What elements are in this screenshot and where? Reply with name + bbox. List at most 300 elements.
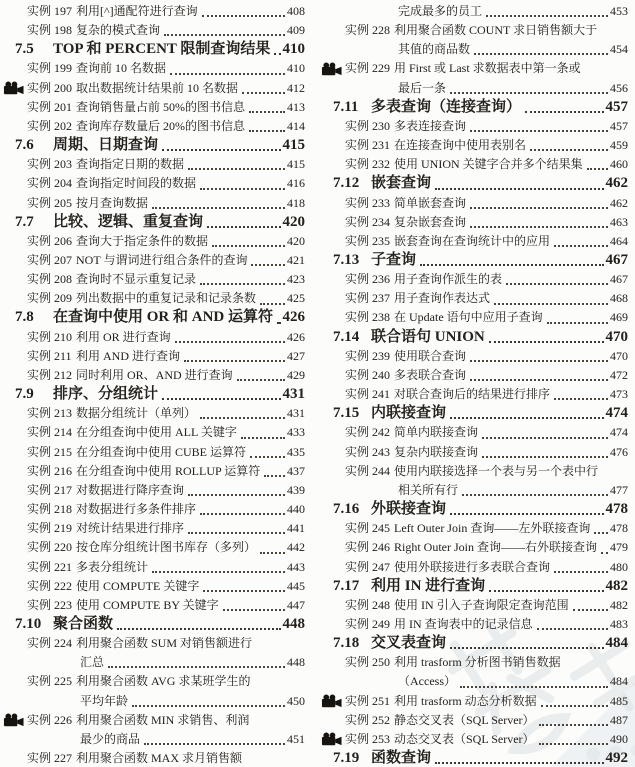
example-label: 实例 203	[27, 157, 73, 172]
entry-title: 简单嵌套查询	[394, 195, 467, 210]
dot-leader	[587, 168, 608, 170]
toc-example-row	[318, 711, 628, 730]
entry-title: 在 Update 语句中应用子查询	[394, 310, 543, 325]
page-number: 427	[287, 348, 305, 363]
dot-leader	[207, 226, 280, 228]
dot-leader	[462, 494, 608, 496]
entry-title-continued: 最少的商品	[80, 731, 141, 746]
toc-example-row	[0, 98, 305, 117]
toc-example-row	[0, 117, 305, 136]
example-label: 实例 216	[27, 463, 73, 478]
entry-title: 对数据进行降序查询	[76, 482, 185, 497]
example-label: 实例 224	[27, 636, 73, 651]
dot-leader	[506, 283, 608, 285]
toc-example-row	[318, 309, 628, 328]
page-number: 459	[610, 138, 628, 153]
entry-title: 利用 AND 进行查询	[76, 348, 180, 363]
section-title: 周期、日期查询	[53, 137, 159, 154]
entry-title-continued: 完成最多的员工	[398, 3, 483, 18]
entry-title: 使用内联接选择一个表与另一个表中行	[394, 463, 599, 478]
page-number: 478	[610, 521, 628, 536]
section-title: 子查询	[371, 252, 417, 269]
toc-wrap-row	[0, 653, 305, 672]
page-number: 410	[287, 61, 305, 76]
page-number: 469	[610, 310, 628, 325]
toc-example-row	[318, 730, 628, 749]
toc-section-row	[0, 40, 305, 59]
example-label: 实例 242	[345, 425, 391, 440]
entry-title: 对统计结果进行排序	[76, 521, 185, 536]
page-number: 474	[610, 425, 628, 440]
entry-title: 查询前 10 名数据	[76, 61, 167, 76]
page-number: 453	[610, 3, 628, 18]
toc-example-row	[318, 692, 628, 711]
toc-example-row	[0, 749, 305, 767]
page-number: 467	[610, 272, 628, 287]
entry-title: 用 First 或 Last 求数据表中第一条或	[394, 61, 581, 76]
example-label: 实例 213	[27, 406, 73, 421]
entry-title: 利用聚合函数 AVG 求某班学生的	[76, 674, 251, 689]
dot-leader	[594, 532, 608, 534]
section-number: 7.11	[333, 98, 359, 115]
entry-title: 查询指定时间段的数据	[76, 176, 197, 191]
entry-title: NOT 与谓词进行组合条件的查询	[76, 253, 248, 268]
dot-leader	[277, 322, 281, 324]
page-number: 460	[610, 157, 628, 172]
entry-title: 在分组查询中使用 ALL 关键字	[76, 425, 237, 440]
toc-example-row	[318, 270, 628, 289]
example-label: 实例 234	[345, 214, 391, 229]
page-number: 473	[610, 387, 628, 402]
dot-leader	[525, 111, 603, 113]
dot-leader	[237, 379, 285, 381]
dot-leader	[188, 532, 285, 534]
section-number: 7.14	[333, 328, 360, 345]
page-number: 483	[610, 616, 628, 631]
section-title: 多表查询（连接查询）	[371, 98, 522, 115]
dot-leader	[530, 149, 608, 151]
example-label: 实例 202	[27, 118, 73, 133]
example-label: 实例 230	[345, 118, 391, 133]
toc-example-row	[0, 2, 305, 21]
page-number: 472	[610, 367, 628, 382]
dot-leader	[242, 92, 285, 94]
toc-example-row	[318, 21, 628, 40]
section-number: 7.15	[333, 405, 360, 422]
entry-title: 用子查询作派生的表	[394, 272, 503, 287]
entry-title: 使用联合查询	[394, 348, 467, 363]
entry-title: 查询大于指定条件的数据	[76, 233, 209, 248]
dot-leader	[450, 92, 608, 94]
example-label: 实例 207	[27, 253, 73, 268]
entry-title: 使用 COMPUTE 关键字	[76, 578, 200, 593]
toc-example-row	[318, 462, 628, 481]
page-number: 457	[605, 98, 628, 115]
example-label: 实例 200	[27, 80, 73, 95]
entry-title: 查询指定日期的数据	[76, 157, 185, 172]
section-title: 内联接查询	[371, 405, 447, 422]
entry-title: 多表连接查询	[394, 118, 467, 133]
dot-leader	[250, 456, 285, 458]
example-label: 实例 225	[27, 674, 73, 689]
page-number: 456	[610, 80, 628, 95]
section-title: 聚合函数	[53, 615, 114, 632]
toc-section-row	[0, 385, 305, 404]
page-number: 454	[610, 42, 628, 57]
toc-example-row	[318, 615, 628, 634]
toc-example-row	[318, 232, 628, 251]
page-number: 470	[605, 328, 628, 345]
page-number: 415	[282, 137, 305, 154]
toc-example-row	[318, 443, 628, 462]
toc-example-row	[318, 423, 628, 442]
dot-leader	[482, 456, 608, 458]
entry-title-continued: 平均年龄	[80, 693, 129, 708]
dot-leader	[470, 207, 608, 209]
dot-leader	[251, 264, 285, 266]
page-number: 426	[282, 309, 305, 326]
toc-example-row	[0, 155, 305, 174]
entry-title: 取出数据统计结果前 10 名数据	[76, 80, 239, 95]
page-number: 450	[287, 693, 305, 708]
dot-leader	[482, 437, 608, 439]
entry-title: 同时利用 OR、AND 进行查询	[76, 367, 233, 382]
dot-leader	[274, 53, 280, 55]
entry-title: 在分组查询中使用 ROLLUP 运算符	[76, 463, 261, 478]
toc-section-row	[318, 98, 628, 117]
page-number: 463	[610, 214, 628, 229]
entry-title-continued: 汇总	[80, 655, 105, 670]
dot-leader	[249, 130, 285, 132]
entry-title: 多表联合查询	[394, 367, 467, 382]
entry-title: 按月查询数据	[76, 195, 149, 210]
toc-example-row	[0, 194, 305, 213]
example-label: 实例 227	[27, 751, 73, 766]
page-number: 492	[605, 750, 628, 767]
page-number: 435	[287, 444, 305, 459]
toc-example-row	[0, 270, 305, 289]
toc-example-row	[318, 117, 628, 136]
toc-example-row	[318, 347, 628, 366]
entry-title-continued: 最后一条	[398, 80, 447, 95]
dot-leader	[241, 437, 285, 439]
dot-leader	[554, 571, 608, 573]
page-number: 467	[605, 252, 628, 269]
page-number: 421	[287, 253, 305, 268]
page-number: 410	[282, 41, 305, 58]
example-label: 实例 239	[345, 348, 391, 363]
entry-title: 复杂内联接查询	[394, 444, 479, 459]
toc-wrap-row	[318, 672, 628, 691]
dot-leader	[152, 571, 285, 573]
page-number: 426	[287, 329, 305, 344]
dot-leader	[450, 647, 603, 649]
entry-title: 利用聚合函数 COUNT 求日销售额大于	[394, 23, 598, 38]
video-camera-icon	[321, 62, 342, 76]
example-label: 实例 212	[27, 367, 73, 382]
page-number: 448	[282, 615, 305, 632]
example-label: 实例 219	[27, 521, 73, 536]
page-number: 441	[287, 521, 305, 536]
dot-leader	[264, 475, 285, 477]
toc-section-row	[318, 634, 628, 653]
dot-leader	[554, 398, 608, 400]
dot-leader	[260, 552, 285, 554]
dot-leader	[539, 724, 608, 726]
page-number: 477	[610, 482, 628, 497]
section-title: 联合语句 UNION	[371, 328, 485, 345]
section-title: 外联接查询	[371, 501, 447, 518]
page-number: 443	[287, 559, 305, 574]
entry-title: 静态交叉表（SQL Server）	[394, 712, 535, 727]
page-number: 484	[605, 635, 628, 652]
dot-leader	[420, 264, 603, 266]
toc-example-row	[0, 289, 305, 308]
example-label: 实例 223	[27, 597, 73, 612]
example-label: 实例 253	[345, 731, 391, 746]
page-number: 414	[287, 118, 305, 133]
page-number: 482	[605, 577, 628, 594]
toc-section-row	[318, 174, 628, 193]
entry-title: 利用聚合函数 MAX 求月销售额	[76, 751, 243, 766]
toc-section-row	[0, 136, 305, 155]
toc-section-row	[0, 615, 305, 634]
entry-title: 利用聚合函数 MIN 求销售、利润	[76, 712, 250, 727]
toc-wrap-row	[318, 40, 628, 59]
example-label: 实例 237	[345, 291, 391, 306]
dot-leader	[601, 552, 608, 554]
toc-example-row	[0, 59, 305, 78]
example-label: 实例 217	[27, 482, 73, 497]
toc-example-row	[0, 79, 305, 98]
page-number: 442	[287, 540, 305, 555]
toc-example-row	[0, 251, 305, 270]
page-number: 479	[610, 540, 628, 555]
dot-leader	[212, 245, 285, 247]
video-camera-icon	[321, 694, 342, 708]
page-number: 429	[287, 367, 305, 382]
dot-leader	[489, 341, 604, 343]
entry-title: 查询时不显示重复记录	[76, 272, 197, 287]
page-number: 468	[610, 291, 628, 306]
toc-example-row	[0, 596, 305, 615]
entry-title: 使用 UNION 关键字合并多个结果集	[394, 157, 583, 172]
toc-example-row	[0, 711, 305, 730]
dot-leader	[474, 53, 608, 55]
entry-title-continued: 其值的商品数	[398, 42, 471, 57]
toc-wrap-row	[318, 481, 628, 500]
page-number: 457	[610, 118, 628, 133]
entry-title: 用子查询作表达式	[394, 291, 491, 306]
example-label: 实例 201	[27, 99, 73, 114]
entry-title: Right Outer Join 查询——右外联接查询	[394, 540, 597, 555]
page-number: 462	[610, 195, 628, 210]
entry-title: 简单内联接查询	[394, 425, 479, 440]
toc-example-row	[318, 289, 628, 308]
example-label: 实例 231	[345, 138, 391, 153]
entry-title: 利用 trasform 动态分析数据	[394, 693, 537, 708]
section-number: 7.6	[15, 137, 34, 154]
entry-title: 复杂的模式查询	[76, 23, 161, 38]
example-label: 实例 211	[27, 348, 72, 363]
toc-wrap-row	[0, 692, 305, 711]
example-label: 实例 208	[27, 272, 73, 287]
entry-title: 在分组查询中使用 CUBE 运算符	[76, 444, 247, 459]
example-label: 实例 210	[27, 329, 73, 344]
toc-section-row	[318, 251, 628, 270]
example-label: 实例 226	[27, 712, 73, 727]
entry-title: 在连接查询中使用表别名	[394, 138, 527, 153]
section-title: 交叉表查询	[371, 635, 447, 652]
dot-leader	[144, 743, 285, 745]
example-label: 实例 248	[345, 597, 391, 612]
toc-example-row	[0, 462, 305, 481]
entry-title: 对联合查询后的结果进行排序	[394, 387, 551, 402]
page-number: 440	[287, 502, 305, 517]
section-number: 7.10	[15, 615, 42, 632]
toc-example-row	[0, 366, 305, 385]
page-number: 437	[287, 463, 305, 478]
page-number: 462	[605, 175, 628, 192]
page-number: 476	[610, 444, 628, 459]
example-label: 实例 251	[345, 693, 391, 708]
page-number: 412	[287, 80, 305, 95]
dot-leader	[260, 303, 285, 305]
toc-example-row	[0, 500, 305, 519]
example-label: 实例 243	[345, 444, 391, 459]
example-label: 实例 232	[345, 157, 391, 172]
toc-example-row	[318, 59, 628, 78]
example-label: 实例 220	[27, 540, 73, 555]
dot-leader	[188, 168, 285, 170]
page-number: 423	[287, 272, 305, 287]
entry-title: 对数据进行多条件排序	[76, 502, 197, 517]
example-label: 实例 197	[27, 3, 73, 18]
example-label: 实例 214	[27, 425, 73, 440]
example-label: 实例 228	[345, 23, 391, 38]
entry-title: 使用外联接进行多表联合查询	[394, 559, 551, 574]
dot-leader	[470, 130, 608, 132]
page-number: 447	[287, 597, 305, 612]
entry-title: 用 IN 查询表中的记录信息	[394, 616, 533, 631]
example-label: 实例 245	[345, 521, 391, 536]
page-number: 431	[282, 386, 305, 403]
toc-column-left	[0, 2, 318, 767]
dot-leader	[494, 303, 608, 305]
page-number: 485	[610, 693, 628, 708]
toc-example-row	[318, 519, 628, 538]
dot-leader	[200, 283, 285, 285]
section-number: 7.19	[333, 750, 360, 767]
example-label: 实例 238	[345, 310, 391, 325]
example-label: 实例 204	[27, 176, 73, 191]
toc-example-row	[318, 194, 628, 213]
video-camera-icon	[3, 81, 24, 95]
example-label: 实例 229	[345, 61, 391, 76]
example-label: 实例 241	[345, 387, 391, 402]
dot-leader	[470, 360, 608, 362]
dot-leader	[184, 360, 285, 362]
example-label: 实例 215	[27, 444, 73, 459]
dot-leader	[175, 341, 285, 343]
toc-example-row	[0, 481, 305, 500]
entry-title: 复杂嵌套查询	[394, 214, 467, 229]
toc-example-row	[318, 385, 628, 404]
page-number: 480	[610, 559, 628, 574]
entry-title: 查询销售量占前 50%的图书信息	[76, 99, 245, 114]
dot-leader	[152, 207, 285, 209]
dot-leader	[162, 149, 280, 151]
dot-leader	[547, 322, 608, 324]
dot-leader	[200, 513, 285, 515]
example-label: 实例 240	[345, 367, 391, 382]
toc-wrap-row	[0, 730, 305, 749]
dot-leader	[537, 628, 608, 630]
toc-example-row	[318, 136, 628, 155]
entry-title: 利用聚合函数 SUM 对销售额进行	[76, 636, 253, 651]
toc-section-row	[318, 500, 628, 519]
toc-example-row	[318, 155, 628, 174]
toc-example-row	[0, 423, 305, 442]
dot-leader	[435, 188, 603, 190]
page-number: 420	[287, 233, 305, 248]
toc-example-row	[318, 558, 628, 577]
toc-example-row	[0, 558, 305, 577]
toc-example-row	[0, 634, 305, 653]
dot-leader	[249, 111, 285, 113]
toc-example-row	[0, 347, 305, 366]
entry-title: 使用 COMPUTE BY 关键字	[76, 597, 219, 612]
entry-title: 列出数据中的重复记录和记录条数	[76, 291, 257, 306]
example-label: 实例 205	[27, 195, 73, 210]
example-label: 实例 247	[345, 559, 391, 574]
dot-leader	[170, 73, 285, 75]
dot-leader	[202, 15, 285, 17]
page-number: 433	[287, 425, 305, 440]
page-number: 431	[287, 406, 305, 421]
page-number: 484	[610, 674, 628, 689]
toc-example-row	[318, 653, 628, 672]
dot-leader	[470, 379, 608, 381]
dot-leader	[162, 398, 280, 400]
section-number: 7.17	[333, 577, 360, 594]
dot-leader	[554, 245, 608, 247]
example-label: 实例 222	[27, 578, 73, 593]
dot-leader	[223, 609, 285, 611]
entry-title-continued: （Access）	[398, 674, 456, 689]
example-label: 实例 236	[345, 272, 391, 287]
page-number: 418	[287, 195, 305, 210]
entry-title: 查询库存数量后 20%的图书信息	[76, 118, 245, 133]
example-label: 实例 252	[345, 712, 391, 727]
dot-leader	[132, 705, 285, 707]
toc-example-row	[0, 672, 305, 691]
page-number: 413	[287, 99, 305, 114]
page-number: 420	[282, 213, 305, 230]
video-camera-icon	[321, 732, 342, 746]
section-number: 7.7	[15, 213, 34, 230]
example-label: 实例 218	[27, 502, 73, 517]
page-number: 445	[287, 578, 305, 593]
example-label: 实例 233	[345, 195, 391, 210]
example-label: 实例 249	[345, 616, 391, 631]
toc-section-row	[0, 309, 305, 328]
toc-section-row	[318, 404, 628, 423]
example-label: 实例 198	[27, 23, 73, 38]
toc-wrap-row	[318, 79, 628, 98]
page-number: 448	[287, 655, 305, 670]
toc-example-row	[0, 328, 305, 347]
